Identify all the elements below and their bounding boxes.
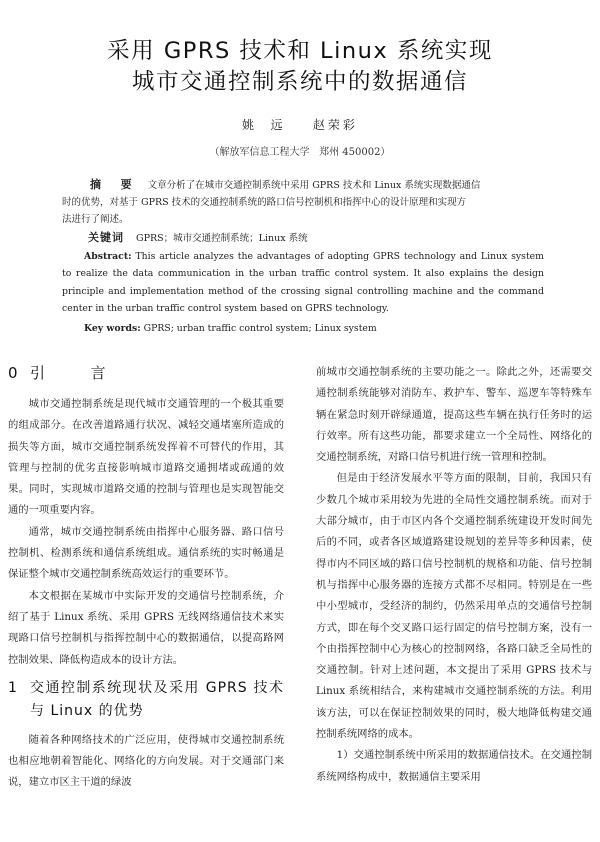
section-0-number: 0 bbox=[8, 364, 30, 382]
section-0-heading bbox=[8, 362, 284, 384]
right-paragraph-3: 1）交通控制系统中所采用的数据通信技术。在交通控制系统网络构成中，数据通信主要采用 bbox=[316, 749, 592, 783]
abstract-cn-line-1: 文章分析了在城市交通控制系统中采用 GPRS 技术和 Linux 系统实现数据通信 bbox=[147, 180, 481, 191]
abstract-cn-label: 摘 要 bbox=[90, 178, 136, 191]
abstract-en-label: Abstract: bbox=[84, 251, 132, 262]
keywords-en-line bbox=[62, 320, 544, 337]
right-paragraph-2: 但是由于经济发展水平等方面的限制，目前，我国只有少数几个城市采用较为先进的全局性交通控制系统。而对于大部分城市，由于市区内各个交通控制系统建设开发时间先后的不同，或者各区域道路建设规划的差异等多种因素，使得市内不同区域的路口信号控制机的规格和功能、信号控制机与指挥中心服务器的连接方式都不尽相同。特别是在一些中小型城市，受经济的制约，仍然采用单点的交通信号控制方式，即在每个交叉路口运行固定的信号控制方案，没有一个由指挥控制中心为核心的控制网络，各路口缺乏全局性的交通控制。针对上述问题，本文提出了采用 GPRS 技术与 Linux 系统相结合，来构建城市交通控制系统的方法。利用该方法，可以在保证控制效果的同时，极大地降低构建交通控制系统网络的成本。 bbox=[316, 472, 592, 741]
intro-paragraph-1: 城市交通控制系统是现代城市交通管理的一个极其重要的组成部分。在改善道路通行状况、减轻交通堵塞所造成的损失等方面，城市交通控制系统发挥着不可替代的作用，其管理与控制的优劣直接影响城市道路交通拥堵或疏通的效果。同时，实现城市道路交通的控制与管理也是实现智能交通的一项重要内容。 bbox=[8, 398, 284, 517]
right-column bbox=[316, 362, 592, 788]
abstract-en-text: This article analyzes the advantages of adopting GPRS technology and Linux system to realize the data communication in the urban traffic control system. It also explains the design principle and implementation method of the crossing signal controlling machine and the command center in the urban traffic control system based on GPRS technology. bbox=[62, 251, 544, 314]
paper-title-line-2: 城市交通控制系统中的数据通信 bbox=[131, 69, 468, 95]
abstract-en bbox=[62, 248, 544, 317]
authors: 姚 远 赵荣彩 bbox=[242, 118, 358, 132]
section-1-heading bbox=[8, 677, 284, 723]
abstract-cn bbox=[62, 176, 542, 247]
keywords-en: GPRS; urban traffic control system; Linux system bbox=[143, 323, 377, 334]
section-1-title: 交通控制系统现状及采用 GPRS 技术与 Linux 的优势 bbox=[30, 679, 284, 719]
paper-title-line-1: 采用 GPRS 技术和 Linux 系统实现 bbox=[107, 38, 493, 64]
section-1-paragraph-1: 随着各种网络技术的广泛应用，使得城市交通控制系统也相应地朝着智能化、网络化的方向发展。对于交通部门来说，建立市区主干道的绿波 bbox=[8, 733, 284, 789]
section-0-title: 引 言 bbox=[30, 364, 118, 382]
affiliation: （解放军信息工程大学 郑州 450002） bbox=[209, 147, 391, 158]
right-paragraph-1: 前城市交通控制系统的主要功能之一。除此之外，还需要交通控制系统能够对消防车、救护车、警车、巡逻车等特殊车辆在紧急时刻开辟绿通道，提高这些车辆在执行任务时的运行效率。所有这些功能，都要求建立一个全局性、网络化的交通控制系统，对路口信号机进行统一管理和控制。 bbox=[316, 366, 592, 464]
abstract-cn-line-2: 时的优势，对基于 GPRS 技术的交通控制系统的路口信号控制机和指挥中心的设计原理和实现方 bbox=[62, 197, 467, 208]
keywords-en-label: Key words: bbox=[84, 323, 141, 334]
intro-paragraph-3: 本文根据在某城市中实际开发的交通信号控制系统，介绍了基于 Linux 系统、采用 GPRS 无线网络通信技术来实现路口信号控制机与指挥控制中心的数据通信，以提高路网控制效果、降低构造成本的设计方法。 bbox=[8, 589, 284, 666]
keywords-cn: GPRS；城市交通控制系统；Linux 系统 bbox=[136, 233, 308, 244]
abstract-cn-line-3: 法进行了阐述。 bbox=[62, 214, 129, 225]
left-column bbox=[8, 362, 284, 794]
keywords-cn-label: 关键词 bbox=[88, 231, 124, 244]
intro-paragraph-2: 通常，城市交通控制系统由指挥中心服务器、路口信号控制机、检测系统和通信系统组成。通信系统的实时畅通是保证整个城市交通控制系统高效运行的重要环节。 bbox=[8, 525, 284, 581]
section-1-number: 1 bbox=[8, 679, 18, 696]
